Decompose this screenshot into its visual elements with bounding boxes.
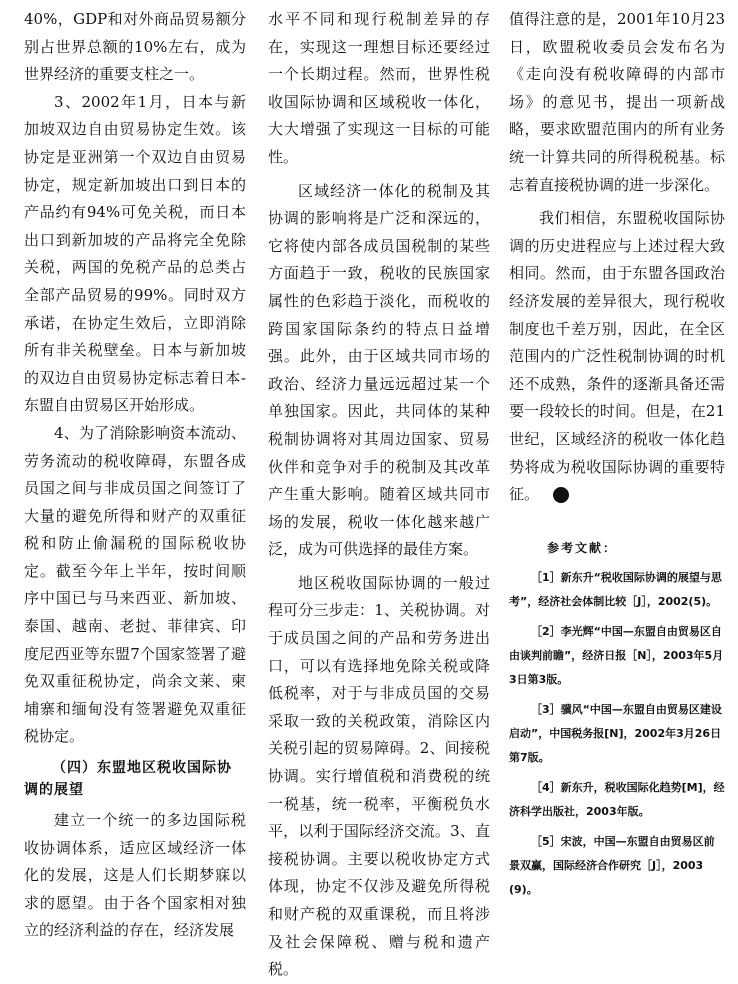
reference-item: ［4］新东升，税收国际化趋势[M]，经济科学出版社，2003年版。 [509, 780, 725, 818]
end-of-article-icon: ✦ [553, 487, 569, 503]
text-column-2 [268, 6, 490, 984]
section-heading: （四）东盟地区税收国际协调的展望 [24, 760, 232, 799]
references-title: 参考文献： [547, 540, 618, 555]
paragraph: 区域经济一体化的税制及其协调的影响将是广泛和深远的，它将使内部各成员国税制的某些方面趋于一致，税收的民族国家属性的色彩趋于淡化，而税收的跨国家国际条约的特点日益增强。此外，由于区域共同市场的政治、经济力量远远超过某一个单独国家。因此，共同体的某种税制协调将对其周边国家、贸易伙伴和竞争对手的税制及其改革产生重大影响。随着区域共同市场的发展，税收一体化越来越广泛，成为可供选择的最佳方案。 [268, 181, 490, 559]
reference-item: ［2］李光辉“中国—东盟自由贸易区自由谈判前瞻”，经济日报［N］，2003年5月3日第3版。 [509, 624, 724, 686]
paragraph [509, 205, 725, 509]
text-column-1 [24, 6, 246, 945]
reference-item: ［5］宋波，中国—东盟自由贸易区前景双赢，国际经济合作研究［J］，2003(9)。 [509, 834, 715, 896]
reference-item: ［3］骥风“中国—东盟自由贸易区建设启动”，中国税务报[N]，2002年3月26日第7版。 [509, 702, 722, 764]
paragraph: 40%，GDP和对外商品贸易额分别占世界总额的10%左右，成为世界经济的重要支柱之一。 [24, 10, 246, 84]
paragraph: 3、2002年1月，日本与新加坡双边自由贸易协定生效。该协定是亚洲第一个双边自由贸易协定，规定新加坡出口到日本的产品约有94%可免关税，而日本出口到新加坡的产品将完全免除关税，两国的免税产品的总类占全部产品贸易的99%。同时双方承诺，在协定生效后，立即消除所有非关税壁垒。日本与新加坡的双边自由贸易协定标志着日本-东盟自由贸易区开始形成。 [24, 92, 246, 415]
text-column-3 [509, 6, 725, 908]
paragraph: 建立一个统一的多边国际税收协调体系，适应区域经济一体化的发展，这是人们长期梦寐以求的愿望。由于各个国家相对独立的经济利益的存在，经济发展 [24, 811, 246, 940]
paragraph: 地区税收国际协调的一般过程可分三步走：1、关税协调。对于成员国之间的产品和劳务进出口，可以有选择地免除关税或降低税率，对于与非成员国的交易采取一致的关税政策，消除区内关税引起的贸易障碍。2、间接税协调。实行增值税和消费税的统一税基，统一税率，平衡税负水平，以利于国际经济交流。3、直接税协调。主要以税收协定方式体现，协定不仅涉及避免所得税和财产税的双重课税，而且将涉及社会保障税、赠与税和遗产税。 [268, 573, 490, 979]
paragraph-text: 我们相信，东盟税收国际协调的历史进程应与上述过程大致相同。然而，由于东盟各国政治经济发展的差异很大，现行税收制度也千差万别，因此，在全区范围内的广泛性税制协调的时机还不成熟，条件的逐渐具备还需要一段较长的时间。但是，在21世纪，区域经济的税收一体化趋势将成为税收国际协调的重要特征。 [509, 209, 725, 504]
paragraph: 4、为了消除影响资本流动、劳务流动的税收障碍，东盟各成员国之间与非成员国之间签订了大量的避免所得和财产的双重征税和防止偷漏税的国际税收协定。截至今年上半年，按时间顺序中国已与马来西亚、新加坡、泰国、越南、老挝、菲律宾、印度尼西亚等东盟7个国家签署了避免双重征税协定，尚余文莱、柬埔寨和缅甸没有签署避免双重征税协定。 [24, 423, 246, 746]
reference-item: ［1］新东升“税收国际协调的展望与思考”，经济社会体制比较［J］，2002(5)。 [509, 570, 722, 608]
paragraph: 值得注意的是，2001年10月23日，欧盟税收委员会发布名为《走向没有税收障碍的内部市场》的意见书，提出一项新战略，要求欧盟范围内的所有业务统一计算共同的所得税税基。标志着直接税协调的进一步深化。 [509, 10, 725, 194]
paragraph: 水平不同和现行税制差异的存在，实现这一理想目标还要经过一个长期过程。然而，世界性税收国际协调和区域税收一体化，大大增强了实现这一目标的可能性。 [268, 10, 490, 166]
